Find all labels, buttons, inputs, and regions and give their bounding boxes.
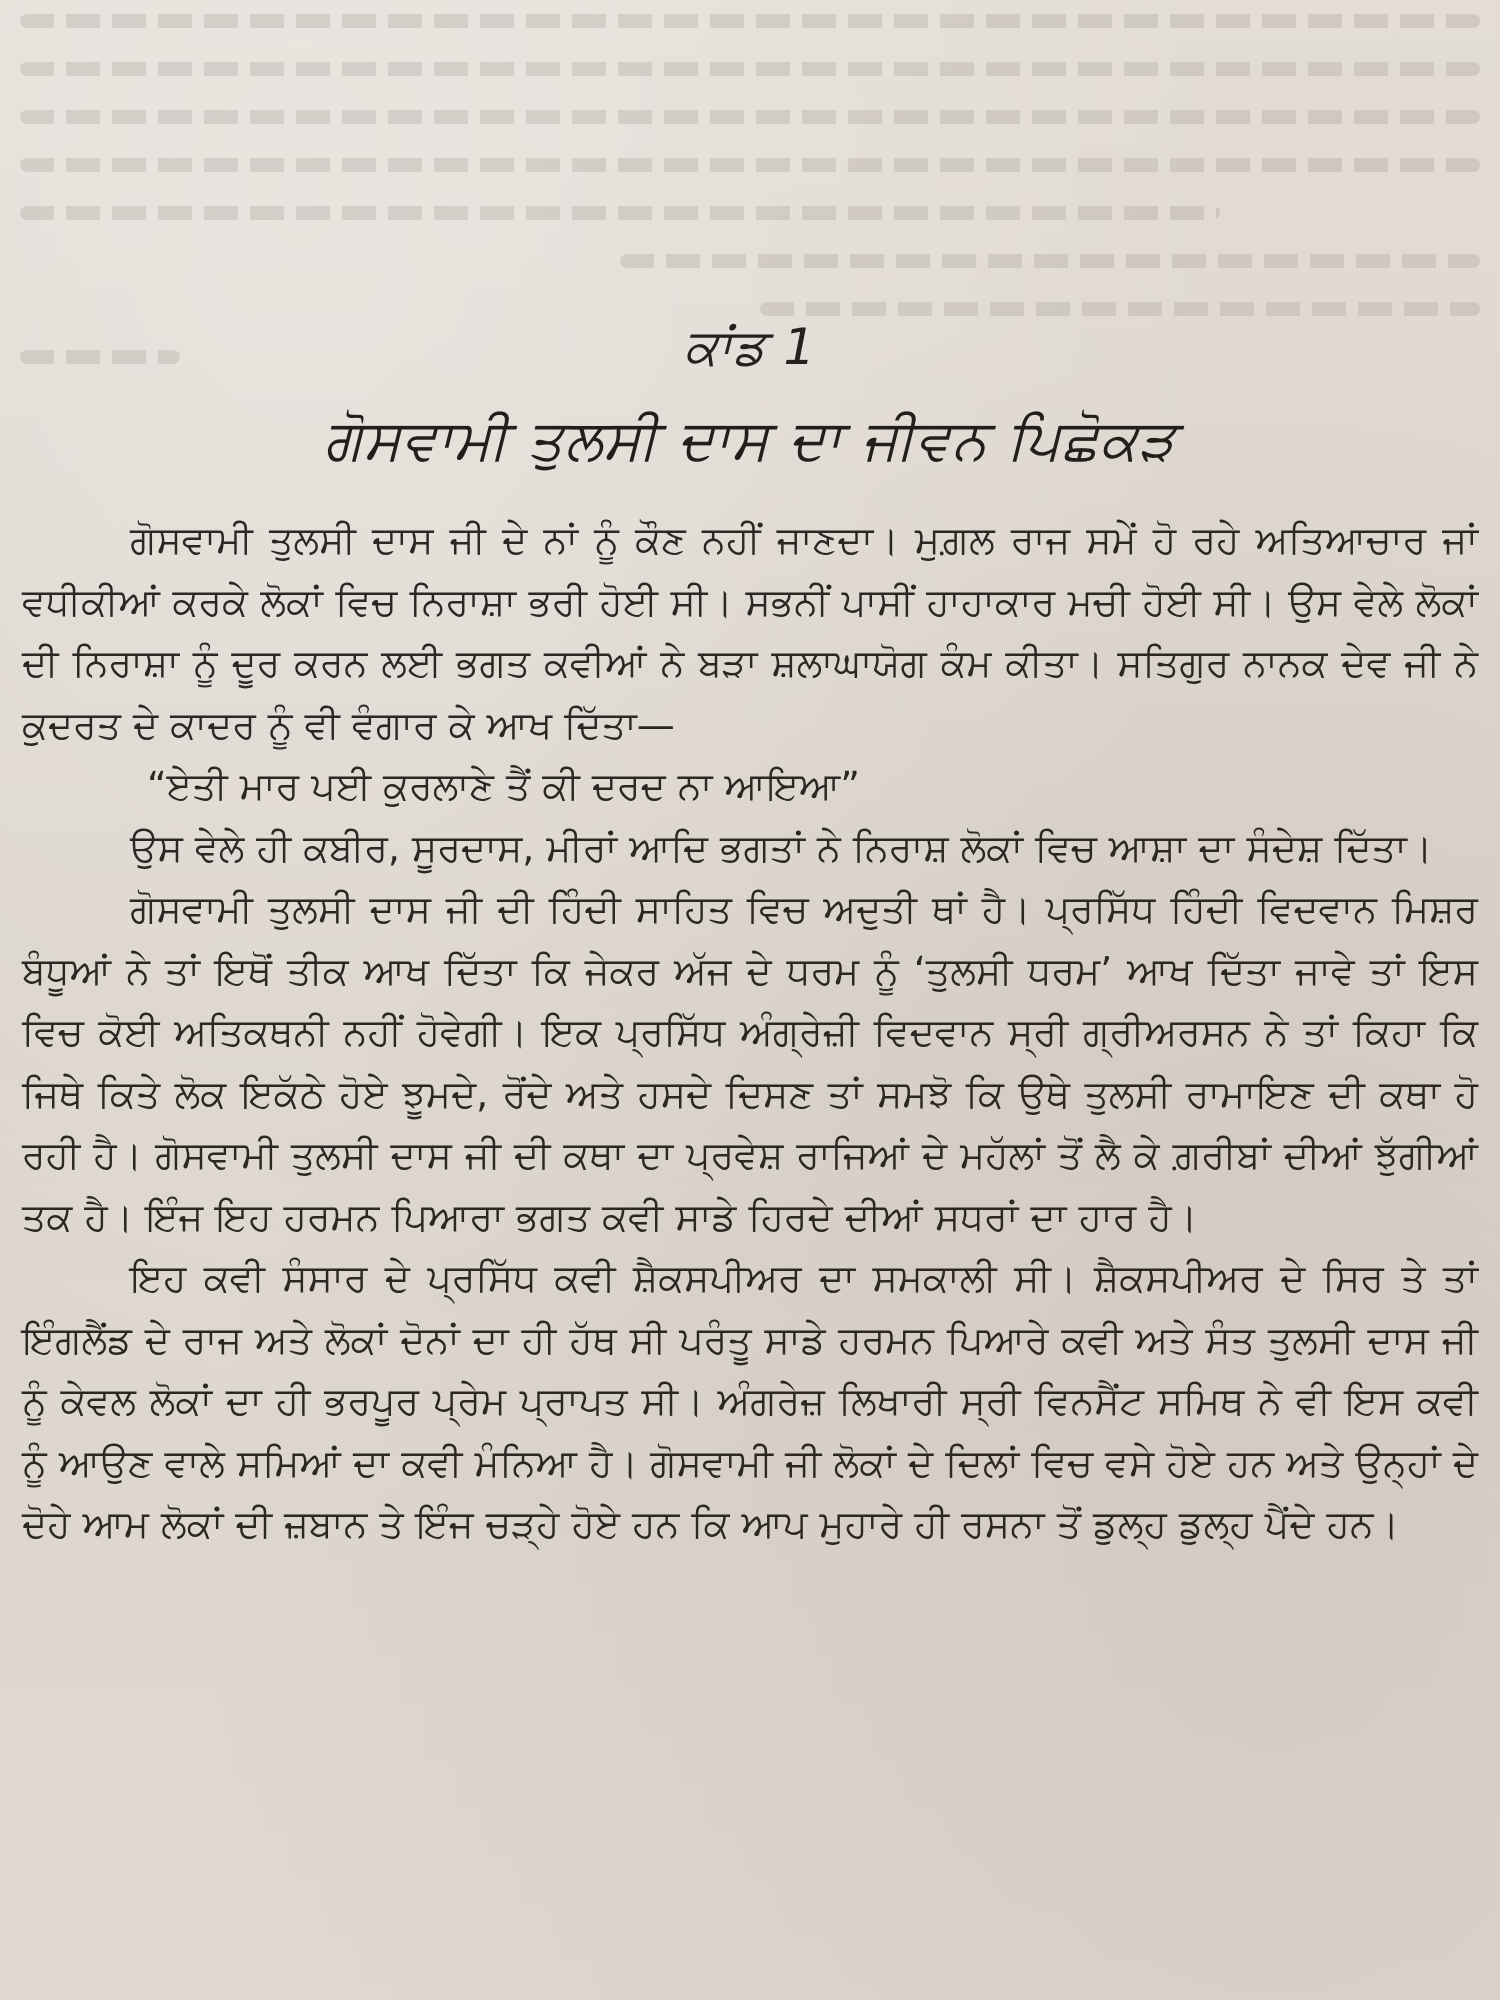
quotation: “ਏਤੀ ਮਾਰ ਪਈ ਕੁਰਲਾਣੇ ਤੈਂ ਕੀ ਦਰਦ ਨਾ ਆਇਆ” — [147, 764, 860, 808]
chapter-title: ਗੋਸਵਾਮੀ ਤੁਲਸੀ ਦਾਸ ਦਾ ਜੀਵਨ ਪਿਛੋਕੜ — [323, 408, 1177, 473]
bleed-through-line — [620, 254, 1480, 268]
paragraph-1: ਗੋਸਵਾਮੀ ਤੁਲਸੀ ਦਾਸ ਜੀ ਦੇ ਨਾਂ ਨੂੰ ਕੌਣ ਨਹੀਂ ਜਾਣਦਾ। ਮੁਗ਼ਲ ਰਾਜ ਸਮੇਂ ਹੋ ਰਹੇ ਅਤਿਆਚਾਰ ਜਾਂ ਵਧੀਕੀਆਂ ਕਰਕੇ ਲੋਕਾਂ ਵਿਚ ਨਿਰਾਸ਼ਾ ਭਰੀ ਹੋਈ ਸੀ। ਸਭਨੀਂ ਪਾਸੀਂ ਹਾਹਾਕਾਰ ਮਚੀ ਹੋਈ ਸੀ। ਉਸ ਵੇਲੇ ਲੋਕਾਂ ਦੀ ਨਿਰਾਸ਼ਾ ਨੂੰ ਦੂਰ ਕਰਨ ਲਈ ਭਗਤ ਕਵੀਆਂ ਨੇ ਬੜਾ ਸ਼ਲਾਘਾਯੋਗ ਕੰਮ ਕੀਤਾ। ਸਤਿਗੁਰ ਨਾਨਕ ਦੇਵ ਜੀ ਨੇ ਕੁਦਰਤ ਦੇ ਕਾਦਰ ਨੂੰ ਵੀ ਵੰਗਾਰ ਕੇ ਆਖ ਦਿੱਤਾ— — [22, 518, 1478, 747]
bleed-through-line — [20, 62, 1480, 76]
chapter-number: ਕਾਂਡ 1 — [683, 318, 817, 376]
bleed-through-line — [20, 14, 1480, 28]
bleed-through-line — [20, 110, 1480, 124]
bleed-through-line — [760, 302, 1480, 316]
paragraph-4: ਇਹ ਕਵੀ ਸੰਸਾਰ ਦੇ ਪ੍ਰਸਿੱਧ ਕਵੀ ਸ਼ੈਕਸਪੀਅਰ ਦਾ ਸਮਕਾਲੀ ਸੀ। ਸ਼ੈਕਸਪੀਅਰ ਦੇ ਸਿਰ ਤੇ ਤਾਂ ਇੰਗਲੈਂਡ ਦੇ ਰਾਜ ਅਤੇ ਲੋਕਾਂ ਦੋਨਾਂ ਦਾ ਹੀ ਹੱਥ ਸੀ ਪਰੰਤੂ ਸਾਡੇ ਹਰਮਨ ਪਿਆਰੇ ਕਵੀ ਅਤੇ ਸੰਤ ਤੁਲਸੀ ਦਾਸ ਜੀ ਨੂੰ ਕੇਵਲ ਲੋਕਾਂ ਦਾ ਹੀ ਭਰਪੂਰ ਪ੍ਰੇਮ ਪ੍ਰਾਪਤ ਸੀ। ਅੰਗਰੇਜ਼ ਲਿਖਾਰੀ ਸ੍ਰੀ ਵਿਨਸੈਂਟ ਸਮਿਥ ਨੇ ਵੀ ਇਸ ਕਵੀ ਨੂੰ ਆਉਣ ਵਾਲੇ ਸਮਿਆਂ ਦਾ ਕਵੀ ਮੰਨਿਆ ਹੈ। ਗੋਸਵਾਮੀ ਜੀ ਲੋਕਾਂ ਦੇ ਦਿਲਾਂ ਵਿਚ ਵਸੇ ਹੋਏ ਹਨ ਅਤੇ ਉਨ੍ਹਾਂ ਦੇ ਦੋਹੇ ਆਮ ਲੋਕਾਂ ਦੀ ਜ਼ਬਾਨ ਤੇ ਇੰਜ ਚੜ੍ਹੇ ਹੋਏ ਹਨ ਕਿ ਆਪ ਮੁਹਾਰੇ ਹੀ ਰਸਨਾ ਤੋਂ ਡੁਲ੍ਹ ਡੁਲ੍ਹ ਪੈਂਦੇ ਹਨ। — [22, 1256, 1478, 1546]
bleed-through-line — [20, 206, 1220, 220]
chapter-body — [22, 510, 1478, 1556]
paragraph-2: ਉਸ ਵੇਲੇ ਹੀ ਕਬੀਰ, ਸੂਰਦਾਸ, ਮੀਰਾਂ ਆਦਿ ਭਗਤਾਂ ਨੇ ਨਿਰਾਸ਼ ਲੋਕਾਂ ਵਿਚ ਆਸ਼ਾ ਦਾ ਸੰਦੇਸ਼ ਦਿੱਤਾ। — [130, 825, 1433, 870]
bleed-through-line — [20, 158, 1480, 172]
paragraph-3: ਗੋਸਵਾਮੀ ਤੁਲਸੀ ਦਾਸ ਜੀ ਦੀ ਹਿੰਦੀ ਸਾਹਿਤ ਵਿਚ ਅਦੁਤੀ ਥਾਂ ਹੈ। ਪ੍ਰਸਿੱਧ ਹਿੰਦੀ ਵਿਦਵਾਨ ਮਿਸ਼ਰ ਬੰਧੂਆਂ ਨੇ ਤਾਂ ਇਥੋਂ ਤੀਕ ਆਖ ਦਿੱਤਾ ਕਿ ਜੇਕਰ ਅੱਜ ਦੇ ਧਰਮ ਨੂੰ ‘ਤੁਲਸੀ ਧਰਮ’ ਆਖ ਦਿੱਤਾ ਜਾਵੇ ਤਾਂ ਇਸ ਵਿਚ ਕੋਈ ਅਤਿਕਥਨੀ ਨਹੀਂ ਹੋਵੇਗੀ। ਇਕ ਪ੍ਰਸਿੱਧ ਅੰਗ੍ਰੇਜ਼ੀ ਵਿਦਵਾਨ ਸ੍ਰੀ ਗ੍ਰੀਅਰਸਨ ਨੇ ਤਾਂ ਕਿਹਾ ਕਿ ਜਿਥੇ ਕਿਤੇ ਲੋਕ ਇਕੱਠੇ ਹੋਏ ਝੂਮਦੇ, ਰੋਂਦੇ ਅਤੇ ਹਸਦੇ ਦਿਸਣ ਤਾਂ ਸਮਝੋ ਕਿ ਉਥੇ ਤੁਲਸੀ ਰਾਮਾਇਣ ਦੀ ਕਥਾ ਹੋ ਰਹੀ ਹੈ। ਗੋਸਵਾਮੀ ਤੁਲਸੀ ਦਾਸ ਜੀ ਦੀ ਕਥਾ ਦਾ ਪ੍ਰਵੇਸ਼ ਰਾਜਿਆਂ ਦੇ ਮਹੱਲਾਂ ਤੋਂ ਲੈ ਕੇ ਗ਼ਰੀਬਾਂ ਦੀਆਂ ਝੁੱਗੀਆਂ ਤਕ ਹੈ। ਇੰਜ ਇਹ ਹਰਮਨ ਪਿਆਰਾ ਭਗਤ ਕਵੀ ਸਾਡੇ ਹਿਰਦੇ ਦੀਆਂ ਸਧਰਾਂ ਦਾ ਹਾਰ ਹੈ। — [22, 887, 1478, 1239]
